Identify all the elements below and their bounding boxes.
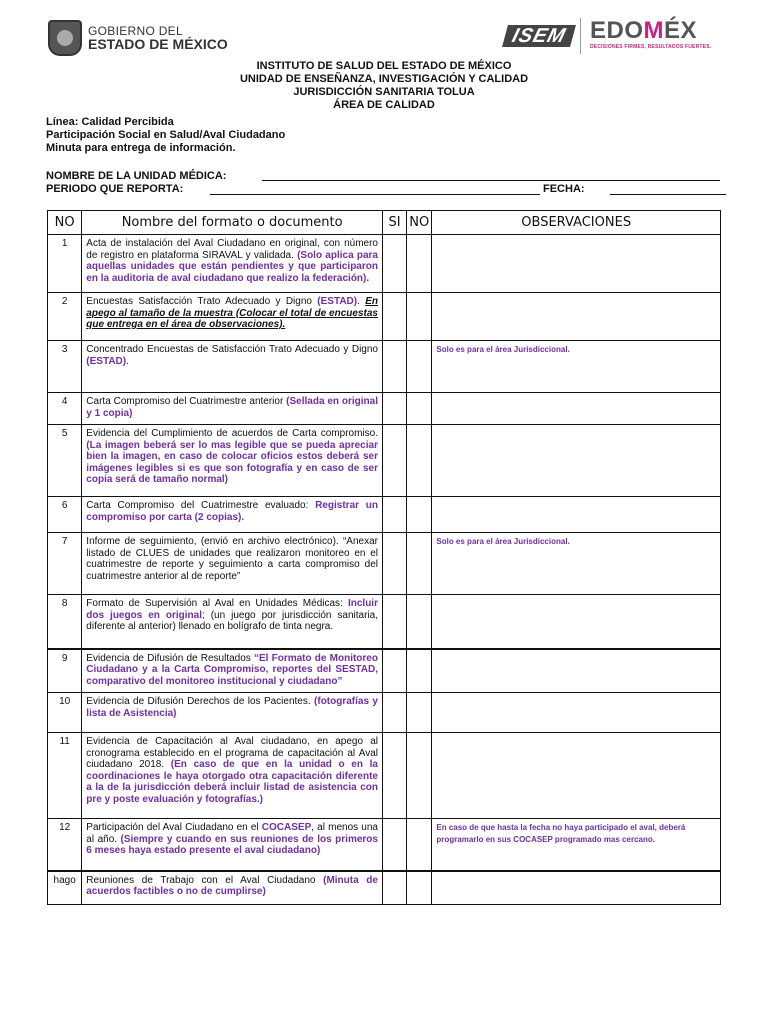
edomex-logo xyxy=(590,18,711,50)
description-text: Reuniones de Trabajo con el Aval Ciudadano xyxy=(86,874,324,886)
observaciones-cell[interactable] xyxy=(432,235,721,293)
row-description xyxy=(82,235,383,293)
row-number: 10 xyxy=(48,693,82,733)
document-titles xyxy=(0,60,768,112)
table-row xyxy=(48,871,721,905)
row-description xyxy=(82,871,383,905)
description-text: Acta de instalación del Aval Ciudadano en original, con número de registro en plataforma SIRAVAL y validada. xyxy=(86,238,378,261)
row-description xyxy=(82,293,383,341)
header-observaciones: OBSERVACIONES xyxy=(432,211,721,235)
description-text: Evidencia de Difusión de Resultados xyxy=(86,652,254,664)
row-description xyxy=(82,595,383,649)
table-row xyxy=(48,533,721,595)
description-text: , al menos una al año. xyxy=(86,822,378,845)
si-checkbox-cell[interactable] xyxy=(382,871,406,905)
si-checkbox-cell[interactable] xyxy=(382,235,406,293)
observaciones-cell[interactable]: Solo es para el área Jurisdiccional. xyxy=(432,533,721,595)
row-number: 6 xyxy=(48,497,82,533)
gobierno-line2: ESTADO DE MÉXICO xyxy=(88,36,228,52)
table-row xyxy=(48,393,721,425)
description-text: Participación del Aval Ciudadano en el xyxy=(86,822,262,833)
observaciones-cell[interactable] xyxy=(432,595,721,649)
description-text: Concentrado Encuestas de Satisfacción Trato Adecuado y Digno xyxy=(86,344,378,355)
edomex-logo-part-b: ÉX xyxy=(664,17,698,44)
row-number: 9 xyxy=(48,649,82,693)
observaciones-cell[interactable] xyxy=(432,293,721,341)
si-checkbox-cell[interactable] xyxy=(382,425,406,497)
no-checkbox-cell[interactable] xyxy=(407,293,432,341)
description-text: Informe de seguimiento, (envió en archivo electrónico). “Anexar listado de CLUES de unidades que realizaron monitoreo en el cuatrimestre de reporte y seguimiento a carta compromiso del cuatrimestre anterior al de reporte” xyxy=(86,536,378,582)
page-header xyxy=(0,0,768,60)
description-text: Registrar un compromiso por carta (2 copias). xyxy=(86,500,378,523)
row-number: hago xyxy=(48,871,82,905)
description-text: (ESTAD) xyxy=(86,355,127,367)
periodo-input-line[interactable] xyxy=(210,183,540,195)
description-text: (Solo aplica para aquellas unidades que están pendientes y que participaron en la auditoria de aval ciudadano que realizo la federación). xyxy=(86,249,378,284)
no-checkbox-cell[interactable] xyxy=(407,393,432,425)
observaciones-cell[interactable] xyxy=(432,693,721,733)
description-text: Carta Compromiso del Cuatrimestre evaluado: xyxy=(86,500,316,511)
unidad-label: NOMBRE DE LA UNIDAD MÉDICA: xyxy=(46,170,227,182)
description-text: Carta Compromiso del Cuatrimestre anterior xyxy=(86,396,287,407)
observaciones-cell[interactable]: En caso de que hasta la fecha no haya participado el aval, deberá programarlo en sus COCASEP programado mas cercano. xyxy=(432,819,721,871)
si-checkbox-cell[interactable] xyxy=(382,393,406,425)
title-unidad: UNIDAD DE ENSEÑANZA, INVESTIGACIÓN Y CALIDAD xyxy=(239,73,529,85)
description-text: (En caso de que en la unidad o en la coordinaciones le haya otorgado otra capacitación diferente a la de la jurisdicción deberá incluir listad de asistencia con pre y poste evaluación y fotografías.) xyxy=(86,759,378,805)
no-checkbox-cell[interactable] xyxy=(407,871,432,905)
row-description xyxy=(82,425,383,497)
si-checkbox-cell[interactable] xyxy=(382,533,406,595)
si-checkbox-cell[interactable] xyxy=(382,819,406,871)
edomex-logo-part-a: EDO xyxy=(590,17,644,44)
observaciones-cell[interactable]: Solo es para el área Jurisdiccional. xyxy=(432,341,721,393)
no-checkbox-cell[interactable] xyxy=(407,819,432,871)
row-number: 12 xyxy=(48,819,82,871)
description-text: En apego al tamaño de la muestra (Colocar el total de encuestas que entrega en el área de observaciones). xyxy=(86,296,378,330)
row-number: 8 xyxy=(48,595,82,649)
table-row xyxy=(48,425,721,497)
description-text: Encuestas Satisfacción Trato Adecuado y Digno xyxy=(86,296,318,307)
si-checkbox-cell[interactable] xyxy=(382,733,406,819)
table-row xyxy=(48,341,721,393)
observaciones-cell[interactable] xyxy=(432,871,721,905)
row-number: 4 xyxy=(48,393,82,425)
no-checkbox-cell[interactable] xyxy=(407,533,432,595)
description-text: Evidencia del Cumplimiento de acuerdos de Carta compromiso. xyxy=(86,428,378,439)
description-text: (Siempre y cuando en sus reuniones de los primeros 6 meses haya estado presente el aval ciudadano) xyxy=(86,833,378,856)
intro-participacion: Participación Social en Salud/Aval Ciudadano xyxy=(46,129,286,141)
row-number: 7 xyxy=(48,533,82,595)
row-number: 1 xyxy=(48,235,82,293)
description-text: (Minuta de acuerdos factibles o no de cumplirse) xyxy=(86,874,378,897)
no-checkbox-cell[interactable] xyxy=(407,341,432,393)
row-description xyxy=(82,497,383,533)
description-text: (ESTAD) xyxy=(317,296,358,307)
isem-logo: ISEM xyxy=(502,25,576,47)
no-checkbox-cell[interactable] xyxy=(407,733,432,819)
row-number: 2 xyxy=(48,293,82,341)
edomex-logo-part-m: M xyxy=(643,17,665,44)
table-row xyxy=(48,733,721,819)
state-seal-icon xyxy=(48,20,82,56)
title-area: ÁREA DE CALIDAD xyxy=(333,99,435,111)
no-checkbox-cell[interactable] xyxy=(407,235,432,293)
no-checkbox-cell[interactable] xyxy=(407,693,432,733)
table-row xyxy=(48,693,721,733)
si-checkbox-cell[interactable] xyxy=(382,341,406,393)
title-instituto: INSTITUTO DE SALUD DEL ESTADO DE MÉXICO xyxy=(256,60,512,72)
table-row xyxy=(48,293,721,341)
title-jurisdiccion: JURISDICCIÓN SANITARIA TOLUA xyxy=(293,86,475,98)
description-text: (La imagen beberá ser lo mas legible que se pueda apreciar bien la imagen, en caso de colocar oficios estos deberá ser imágenes legibles si es que son fotografía y en caso de ser copia será de tamaño normal) xyxy=(86,439,378,485)
description-text: COCASEP xyxy=(261,822,312,833)
description-text: “El Formato de Monitoreo Ciudadano y a la Carta Compromiso, reportes del SESTAD, comparativo del monitoreo institucional y ciudadano” xyxy=(86,652,378,687)
row-description xyxy=(82,393,383,425)
gobierno-logo xyxy=(48,20,228,56)
periodo-label: PERIODO QUE REPORTA: xyxy=(46,183,184,195)
table-header-row xyxy=(48,211,721,235)
description-text: . xyxy=(357,296,366,307)
no-checkbox-cell[interactable] xyxy=(407,649,432,693)
description-text: Incluir dos juegos en original xyxy=(86,598,378,621)
observaciones-cell[interactable] xyxy=(432,649,721,693)
si-checkbox-cell[interactable] xyxy=(382,693,406,733)
intro-block xyxy=(46,116,285,155)
si-checkbox-cell[interactable] xyxy=(382,649,406,693)
row-description xyxy=(82,649,383,693)
row-description xyxy=(82,693,383,733)
header-no-col: NO xyxy=(407,211,432,235)
checklist-table xyxy=(47,210,721,905)
fecha-input-line[interactable] xyxy=(610,183,726,195)
observaciones-cell[interactable] xyxy=(432,393,721,425)
row-number: 3 xyxy=(48,341,82,393)
unidad-input-line[interactable] xyxy=(262,170,720,181)
row-number: 5 xyxy=(48,425,82,497)
table-row xyxy=(48,649,721,693)
header-nombre: Nombre del formato o documento xyxy=(82,211,383,235)
description-text: Evidencia de Capacitación al Aval ciudadano, en apego al cronograma establecido en el programa de capacitación al Aval ciudadano 2018. xyxy=(86,736,378,770)
observaciones-cell[interactable] xyxy=(432,733,721,819)
row-description xyxy=(82,533,383,595)
observaciones-cell[interactable] xyxy=(432,425,721,497)
row-description xyxy=(82,819,383,871)
si-checkbox-cell[interactable] xyxy=(382,293,406,341)
table-row xyxy=(48,235,721,293)
intro-minuta: Minuta para entrega de información. xyxy=(46,142,236,154)
description-text: Formato de Supervisión al Aval en Unidades Médicas: xyxy=(86,598,348,609)
fecha-label: FECHA: xyxy=(543,183,585,195)
description-text: ; (un juego por jurisdicción sanitaria, diferente al anterior) llenado en bolígrafo de tinta negra. xyxy=(86,609,378,632)
description-text: . xyxy=(126,355,129,367)
gobierno-line1: GOBIERNO DEL xyxy=(88,24,183,38)
row-number: 11 xyxy=(48,733,82,819)
si-checkbox-cell[interactable] xyxy=(382,497,406,533)
intro-linea: Línea: Calidad Percibida xyxy=(46,116,174,128)
description-text: (fotografías y lista de Asistencia) xyxy=(86,696,378,719)
table-row xyxy=(48,595,721,649)
logo-divider xyxy=(580,18,581,54)
row-description xyxy=(82,341,383,393)
si-checkbox-cell[interactable] xyxy=(382,595,406,649)
observaciones-cell[interactable] xyxy=(432,497,721,533)
no-checkbox-cell[interactable] xyxy=(407,425,432,497)
no-checkbox-cell[interactable] xyxy=(407,595,432,649)
description-text: (Sellada en original y 1 copia) xyxy=(86,396,378,419)
header-no: NO xyxy=(48,211,82,235)
description-text: Evidencia de Difusión Derechos de los Pacientes. xyxy=(86,696,315,707)
edomex-tagline: DECISIONES FIRMES, RESULTADOS FUERTES. xyxy=(590,44,712,50)
header-si: SI xyxy=(382,211,406,235)
table-row xyxy=(48,497,721,533)
table-row xyxy=(48,819,721,871)
no-checkbox-cell[interactable] xyxy=(407,497,432,533)
row-description xyxy=(82,733,383,819)
